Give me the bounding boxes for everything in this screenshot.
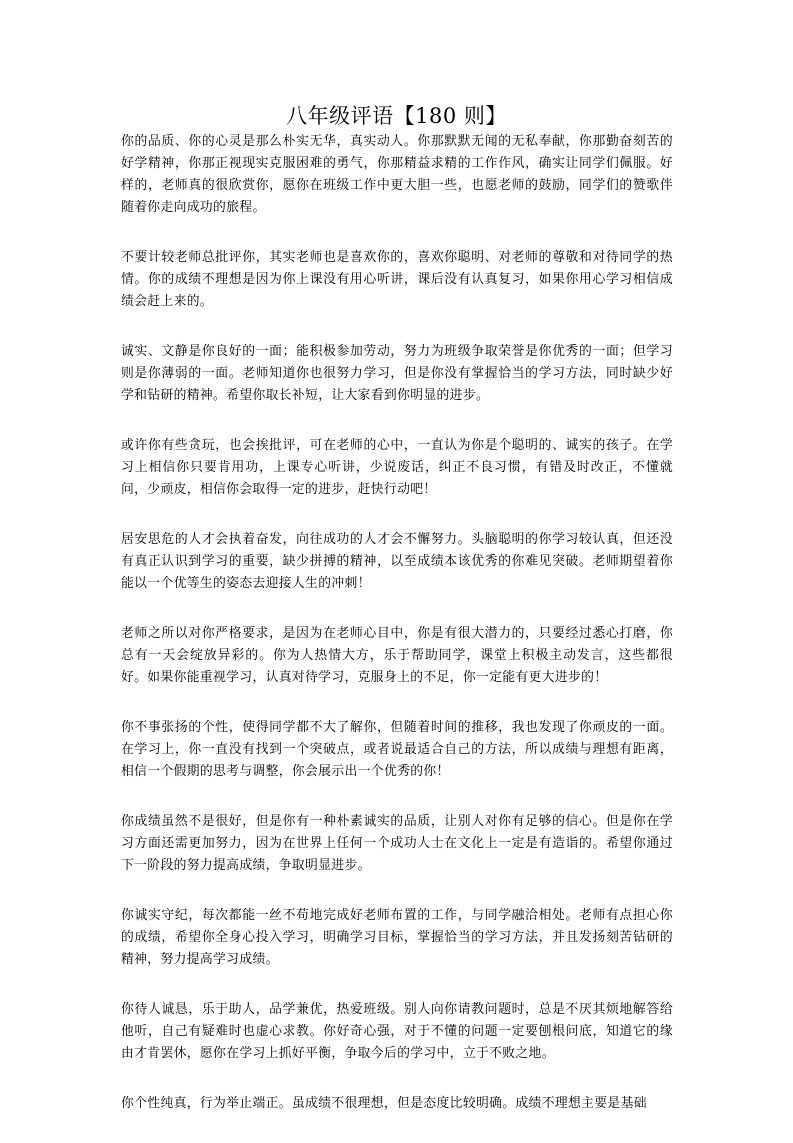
comment-paragraph-3: 诚实、文静是你良好的一面；能积极参加劳动，努力为班级争取荣誉是你优秀的一面；但学习则是你薄弱的一面。老师知道你也很努力学习，但是你没有掌握恰当的学习方法，同时缺少好学和钻研的精神。希望你取长补短，让大家看到你明显的进步。 bbox=[121, 344, 673, 403]
comment-paragraph-4: 或许你有些贪玩，也会挨批评，可在老师的心中，一直认为你是个聪明的、诚实的孩子。在学习上相信你只要肯用功，上课专心听讲，少说废话，纠正不良习惯，有错及时改正，不懂就问，少顽皮，相信你会取得一定的进步，赶快行动吧！ bbox=[121, 438, 673, 497]
comment-paragraph-5: 居安思危的人才会执着奋发，向往成功的人才会不懈努力。头脑聪明的你学习较认真，但还没有真正认识到学习的重要，缺少拼搏的精神，以至成绩本该优秀的你难见突破。老师期望着你能以一个优等生的姿态去迎接人生的冲刺！ bbox=[121, 532, 673, 591]
comment-paragraph-9: 你诚实守纪，每次都能一丝不苟地完成好老师布置的工作，与同学融洽相处。老师有点担心你的成绩，希望你全身心投入学习，明确学习目标，掌握恰当的学习方法，并且发扬刻苦钻研的精神，努力提高学习成绩。 bbox=[121, 908, 673, 967]
comment-paragraph-11: 你个性纯真，行为举止端正。虽成绩不很理想，但是态度比较明确。成绩不理想主要是基础 bbox=[121, 1096, 647, 1111]
comment-paragraph-10: 你待人诚恳，乐于助人，品学兼优，热爱班级。别人向你请教问题时，总是不厌其烦地解答给他听，自己有疑难时也虚心求教。你好奇心强，对于不懂的问题一定要刨根问底，知道它的缘由才肯罢休，愿你在学习上抓好平衡，争取今后的学习中，立于不败之地。 bbox=[121, 1002, 673, 1061]
document-title: 八年级评语【180 则】 bbox=[286, 104, 507, 128]
comment-paragraph-7: 你不事张扬的个性，使得同学都不大了解你，但随着时间的推移，我也发现了你顽皮的一面。在学习上，你一直没有找到一个突破点，或者说最适合自己的方法，所以成绩与理想有距离，相信一个假期的思考与调整，你会展示出一个优秀的你！ bbox=[121, 720, 673, 779]
comment-paragraph-2: 不要计较老师总批评你，其实老师也是喜欢你的，喜欢你聪明、对老师的尊敬和对待同学的热情。你的成绩不理想是因为你上课没有用心听讲，课后没有认真复习，如果你用心学习相信成绩会赶上来的。 bbox=[121, 250, 673, 309]
comment-paragraph-1: 你的品质、你的心灵是那么朴实无华，真实动人。你那默默无闻的无私奉献，你那勤奋刻苦的好学精神，你那正视现实克服困难的勇气，你那精益求精的工作作风，确实让同学们佩服。好样的，老师真的很欣赏你，愿你在班级工作中更大胆一些，也愿老师的鼓励，同学们的赞歌伴随着你走向成功的旅程。 bbox=[121, 134, 673, 215]
comment-paragraph-6: 老师之所以对你严格要求，是因为在老师心目中，你是有很大潜力的，只要经过悉心打磨，你总有一天会绽放异彩的。你为人热情大方，乐于帮助同学，课堂上积极主动发言，这些都很好。如果你能重视学习，认真对待学习，克服身上的不足，你一定能有更大进步的！ bbox=[121, 626, 673, 685]
comment-paragraph-8: 你成绩虽然不是很好，但是你有一种朴素诚实的品质，让别人对你有足够的信心。但是你在学习方面还需更加努力，因为在世界上任何一个成功人士在文化上一定是有造诣的。希望你通过下一阶段的努力提高成绩，争取明显进步。 bbox=[121, 814, 673, 873]
document-body bbox=[121, 131, 673, 1143]
